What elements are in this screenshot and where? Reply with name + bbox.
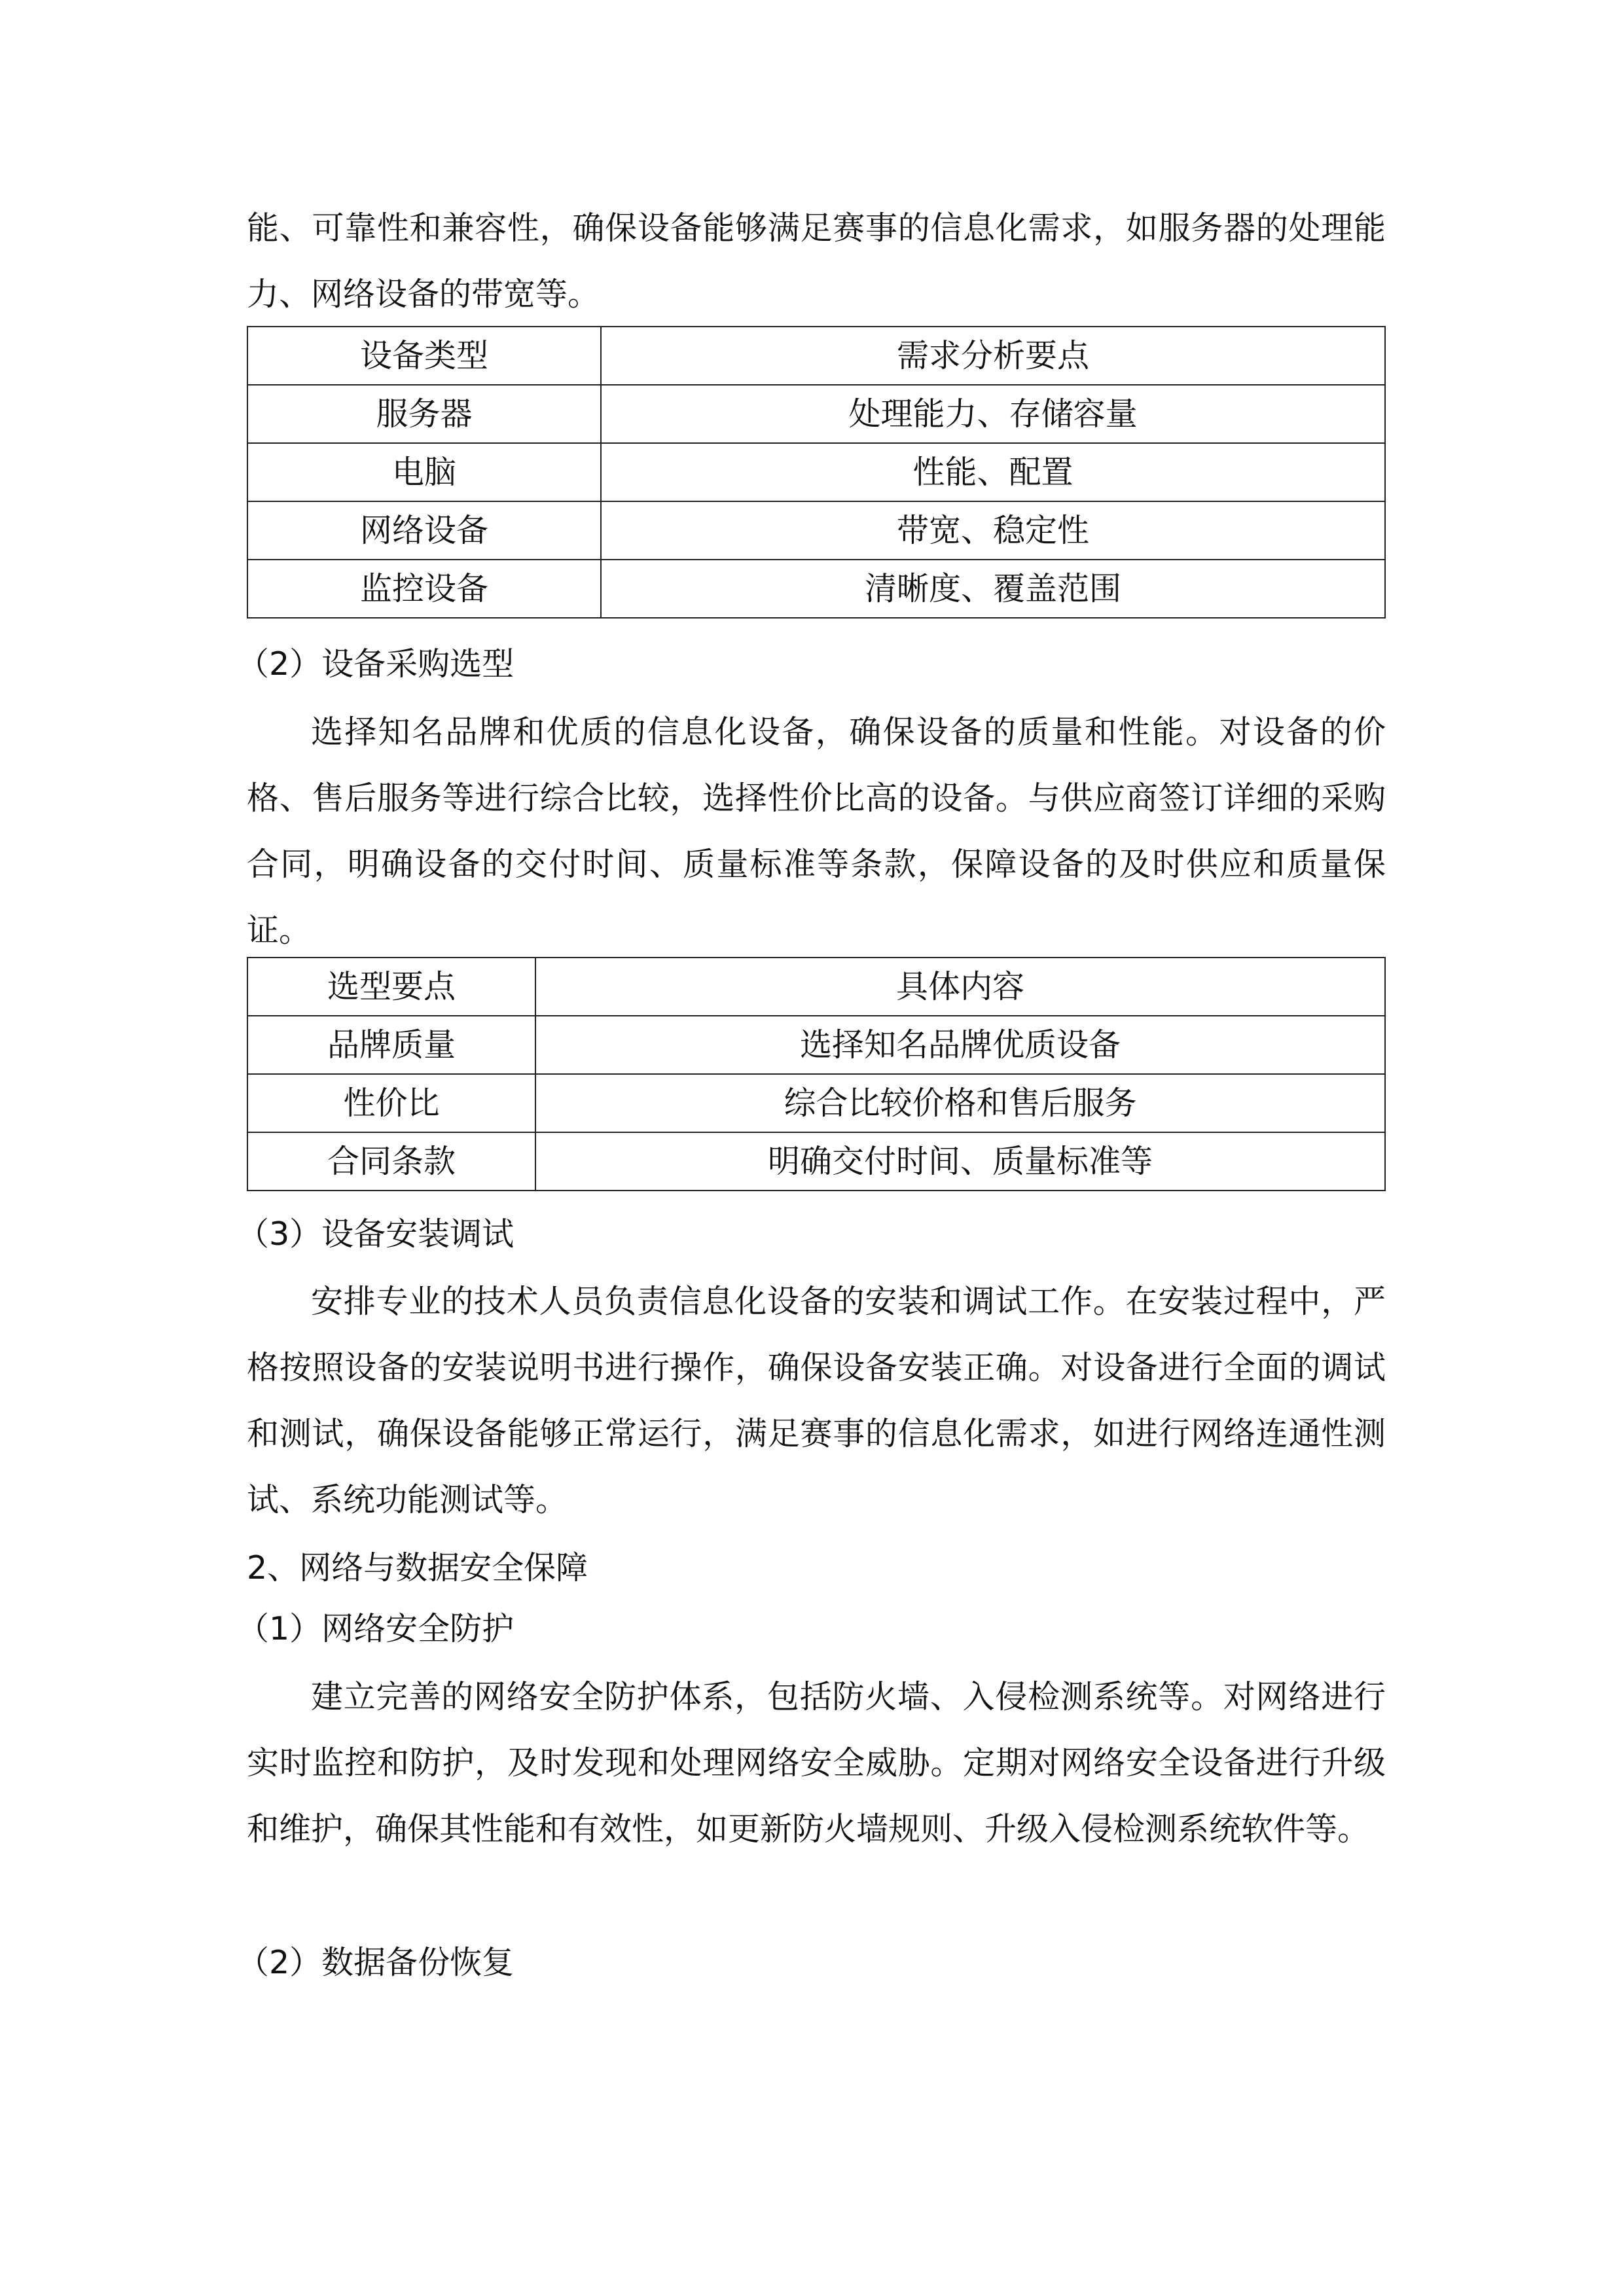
table-cell: 性价比 — [247, 1074, 535, 1132]
main-heading-network-data-security: 2、网络与数据安全保障 — [247, 1549, 588, 1587]
table-cell: 明确交付时间、质量标准等 — [535, 1132, 1385, 1191]
table-cell: 综合比较价格和售后服务 — [535, 1074, 1385, 1132]
table-row — [247, 560, 1385, 618]
table-header-row — [247, 327, 1385, 385]
table-cell: 品牌质量 — [247, 1016, 535, 1074]
table-cell: 监控设备 — [247, 560, 601, 618]
section-heading-procurement: （2）设备采购选型 — [237, 645, 514, 683]
network-protection-paragraph: 建立完善的网络安全防护体系，包括防火墙、入侵检测系统等。对网络进行实时监控和防护，及时发现和处理网络安全威胁。定期对网络安全设备进行升级和维护，确保其性能和有效性，如更新防火墙规则、升级入侵检测系统软件等。 — [247, 1678, 1386, 1848]
table-cell: 清晰度、覆盖范围 — [601, 560, 1385, 618]
device-requirements-table — [247, 326, 1386, 619]
table-cell: 电脑 — [247, 443, 601, 501]
procurement-paragraph: 选择知名品牌和优质的信息化设备，确保设备的质量和性能。对设备的价格、售后服务等进行综合比较，选择性价比高的设备。与供应商签订详细的采购合同，明确设备的交付时间、质量标准等条款，保障设备的及时供应和质量保证。 — [247, 713, 1386, 949]
table-header-row — [247, 958, 1385, 1016]
table-cell: 网络设备 — [247, 501, 601, 560]
table-cell: 服务器 — [247, 385, 601, 443]
table-row — [247, 385, 1385, 443]
table-row — [247, 1074, 1385, 1132]
installation-paragraph: 安排专业的技术人员负责信息化设备的安装和调试工作。在安装过程中，严格按照设备的安装说明书进行操作，确保设备安装正确。对设备进行全面的调试和测试，确保设备能够正常运行，满足赛事的信息化需求，如进行网络连通性测试、系统功能测试等。 — [247, 1283, 1386, 1518]
table-header-cell: 具体内容 — [535, 958, 1385, 1016]
table-header-cell: 设备类型 — [247, 327, 601, 385]
selection-points-table — [247, 957, 1386, 1191]
table-row — [247, 443, 1385, 501]
section-heading-installation: （3）设备安装调试 — [237, 1215, 514, 1253]
table-row — [247, 501, 1385, 560]
table-header-cell: 选型要点 — [247, 958, 535, 1016]
table-header-cell: 需求分析要点 — [601, 327, 1385, 385]
table-cell: 选择知名品牌优质设备 — [535, 1016, 1385, 1074]
table-row — [247, 1016, 1385, 1074]
table-row — [247, 1132, 1385, 1191]
section-heading-data-backup: （2）数据备份恢复 — [237, 1944, 514, 1981]
section-heading-network-protection: （1）网络安全防护 — [237, 1610, 514, 1647]
table-cell: 合同条款 — [247, 1132, 535, 1191]
table-cell: 带宽、稳定性 — [601, 501, 1385, 560]
table-cell: 处理能力、存储容量 — [601, 385, 1385, 443]
table-cell: 性能、配置 — [601, 443, 1385, 501]
continuation-paragraph: 能、可靠性和兼容性，确保设备能够满足赛事的信息化需求，如服务器的处理能力、网络设备的带宽等。 — [247, 209, 1386, 313]
